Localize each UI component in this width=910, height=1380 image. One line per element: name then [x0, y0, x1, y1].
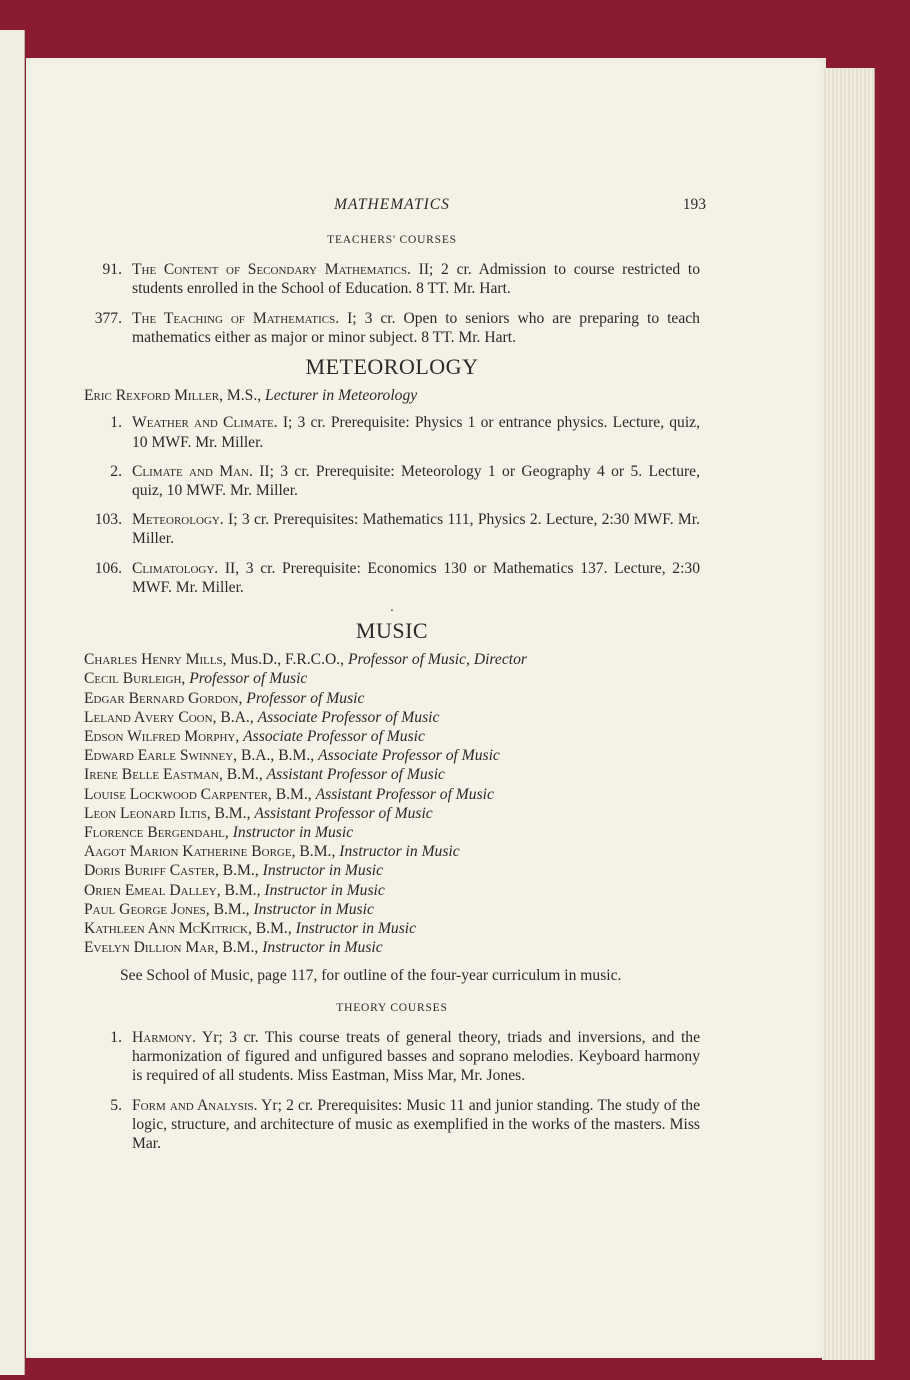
faculty-line [84, 650, 700, 669]
course-title: Meteorology. [132, 511, 224, 529]
course-number: 106. [94, 559, 122, 577]
faculty-degrees: , B.A., B.M., [233, 747, 319, 765]
faculty-name: Florence Bergendahl [84, 824, 225, 842]
faculty-name: Orien Emeal Dalley [84, 881, 217, 899]
course-number: 1. [110, 1028, 122, 1046]
faculty-name: Paul George Jones [84, 900, 206, 918]
course-entry [84, 413, 700, 451]
page-number: 193 [682, 196, 706, 213]
faculty-title: Instructor in Music [262, 862, 384, 880]
previous-page-edge [0, 30, 25, 1375]
faculty-line [84, 900, 700, 919]
faculty-name: Aagot Marion Katherine Borge [84, 843, 292, 861]
course-description: II, 3 cr. Prerequisite: Economics 130 or Mathematics 137. Lecture, 2:30 MWF. Mr. Miller. [132, 559, 700, 596]
curriculum-note: See School of Music, page 117, for outline of the four-year curriculum in music. [120, 966, 622, 984]
faculty-degrees: , B.M., [291, 843, 340, 861]
faculty-title: Professor of Music [246, 689, 365, 707]
course-number: 5. [110, 1096, 122, 1114]
course-description: Yr; 3 cr. This course treats of general theory, triads and inversions, and the harmonization of figured and unfigured basses and soprano melodies. Keyboard harmony is required of all students. Miss Eastman, Miss Mar, Mr. Jones. [132, 1028, 700, 1085]
course-entry [84, 1096, 700, 1154]
faculty-line [84, 727, 700, 746]
course-entry [84, 510, 700, 548]
course-entry [84, 559, 700, 597]
meteorology-heading: METEOROLOGY [305, 354, 479, 380]
faculty-line [84, 689, 700, 708]
faculty-degrees: , B.M., [214, 939, 263, 957]
faculty-degrees: , B.M., [247, 920, 296, 938]
theory-courses-heading: THEORY COURSES [336, 1001, 448, 1014]
course-description: Yr; 2 cr. Prerequisites: Music 11 and junior standing. The study of the logic, structure, and architecture of music as exemplified in the works of the masters. Miss Mar. [132, 1096, 701, 1152]
faculty-line [84, 881, 700, 900]
page-stack-edge [822, 68, 875, 1360]
faculty-title: Instructor in Music [264, 881, 385, 899]
faculty-degrees: , B.M., [205, 900, 254, 918]
course-entry [84, 1028, 700, 1086]
faculty-title: Instructor in Music [253, 900, 374, 918]
faculty-name: Eric Rexford Miller [84, 387, 220, 405]
stray-mark: · [389, 604, 395, 620]
faculty-title: Instructor in Music [295, 920, 417, 938]
faculty-line [84, 823, 700, 842]
faculty-title: Professor of Music [189, 670, 308, 688]
course-number: 2. [110, 462, 122, 480]
faculty-degrees: , B.M., [267, 785, 316, 803]
faculty-degrees: , B.M., [218, 766, 267, 784]
faculty-title: Assistant Professor of Music [315, 785, 494, 803]
faculty-name: Kathleen Ann McKitrick [84, 920, 248, 938]
faculty-line [84, 804, 700, 823]
faculty-title: Instructor in Music [262, 939, 383, 957]
faculty-title: Professor of Music, Director [347, 651, 527, 669]
course-title: Harmony. [132, 1028, 197, 1046]
course-title: Form and Analysis. [132, 1096, 258, 1114]
course-entry [84, 462, 700, 500]
faculty-degrees: , M.S., [219, 387, 266, 405]
faculty-name: Leland Avery Coon [84, 708, 213, 726]
faculty-line [84, 861, 700, 880]
faculty-name: Cecil Burleigh [84, 670, 182, 688]
faculty-degrees: , B.M., [206, 804, 255, 822]
course-title: Weather and Climate. [132, 414, 278, 432]
faculty-line [84, 765, 700, 784]
faculty-name: Edgar Bernard Gordon [84, 689, 239, 707]
faculty-degrees: , Mus.D., F.R.C.O., [222, 651, 348, 669]
faculty-line [84, 669, 700, 688]
faculty-title: Lecturer in Meteorology [265, 387, 418, 405]
course-number: 377. [94, 309, 122, 327]
faculty-title: Associate Professor of Music [318, 747, 500, 765]
faculty-line [84, 919, 700, 938]
faculty-line [84, 938, 700, 957]
faculty-line [84, 842, 700, 861]
faculty-line [84, 708, 700, 727]
course-number: 103. [94, 511, 122, 529]
faculty-degrees: , [235, 728, 244, 746]
faculty-degrees: , [238, 689, 247, 707]
course-description: II; 2 cr. Admission to course restricted to students enrolled in the School of Education. 8 TT. Mr. Hart. [132, 261, 701, 298]
faculty-name: Irene Belle Eastman [84, 766, 219, 784]
faculty-name: Charles Henry Mills [84, 651, 223, 669]
running-head [84, 191, 706, 217]
faculty-title: Instructor in Music [232, 824, 354, 842]
faculty-title: Associate Professor of Music [243, 728, 425, 746]
faculty-title: Associate Professor of Music [257, 708, 440, 726]
faculty-name: Leon Leonard Iltis [84, 804, 207, 822]
faculty-degrees: , B.M., [214, 862, 263, 880]
faculty-line [84, 785, 700, 804]
course-description: I; 3 cr. Prerequisite: Physics 1 or entrance physics. Lecture, quiz, 10 MWF. Mr. Miller. [132, 414, 701, 451]
course-entry [84, 260, 700, 298]
course-description: I; 3 cr. Prerequisites: Mathematics 111, Physics 2. Lecture, 2:30 MWF. Mr. Miller. [132, 511, 700, 548]
running-title: MATHEMATICS [334, 196, 450, 213]
course-number: 1. [110, 414, 122, 432]
teachers-courses-heading: TEACHERS' COURSES [327, 234, 457, 246]
music-faculty-list [84, 650, 700, 957]
course-title: The Content of Secondary Mathematics. [132, 261, 411, 279]
course-title: Climatology. [132, 559, 219, 577]
faculty-name: Edson Wilfred Morphy [84, 728, 236, 746]
course-title: The Teaching of Mathematics. [132, 309, 340, 327]
faculty-line [84, 386, 700, 405]
music-heading: MUSIC [355, 618, 429, 644]
faculty-name: Edward Earle Swinney [84, 747, 234, 765]
course-entry [84, 309, 700, 347]
faculty-degrees: , B.A., [212, 708, 258, 726]
page-content [84, 191, 706, 1163]
faculty-title: Assistant Professor of Music [266, 766, 445, 784]
faculty-name: Doris Buriff Caster [84, 862, 215, 880]
faculty-degrees: , [181, 670, 190, 688]
course-description: I; 3 cr. Open to seniors who are preparing to teach mathematics either as major or minor subject. 8 TT. Mr. Hart. [132, 309, 700, 346]
faculty-name: Louise Lockwood Carpenter [84, 785, 268, 803]
faculty-title: Assistant Professor of Music [254, 804, 433, 822]
course-number: 91. [102, 261, 122, 279]
faculty-line [84, 746, 700, 765]
course-description: II; 3 cr. Prerequisite: Meteorology 1 or Geography 4 or 5. Lecture, quiz, 10 MWF. Mr. Miller. [132, 462, 700, 500]
faculty-title: Instructor in Music [339, 843, 460, 861]
faculty-name: Evelyn Dillion Mar [84, 939, 215, 957]
course-title: Climate and Man. [132, 462, 253, 480]
faculty-degrees: , [224, 824, 233, 842]
faculty-degrees: , B.M., [216, 881, 265, 899]
